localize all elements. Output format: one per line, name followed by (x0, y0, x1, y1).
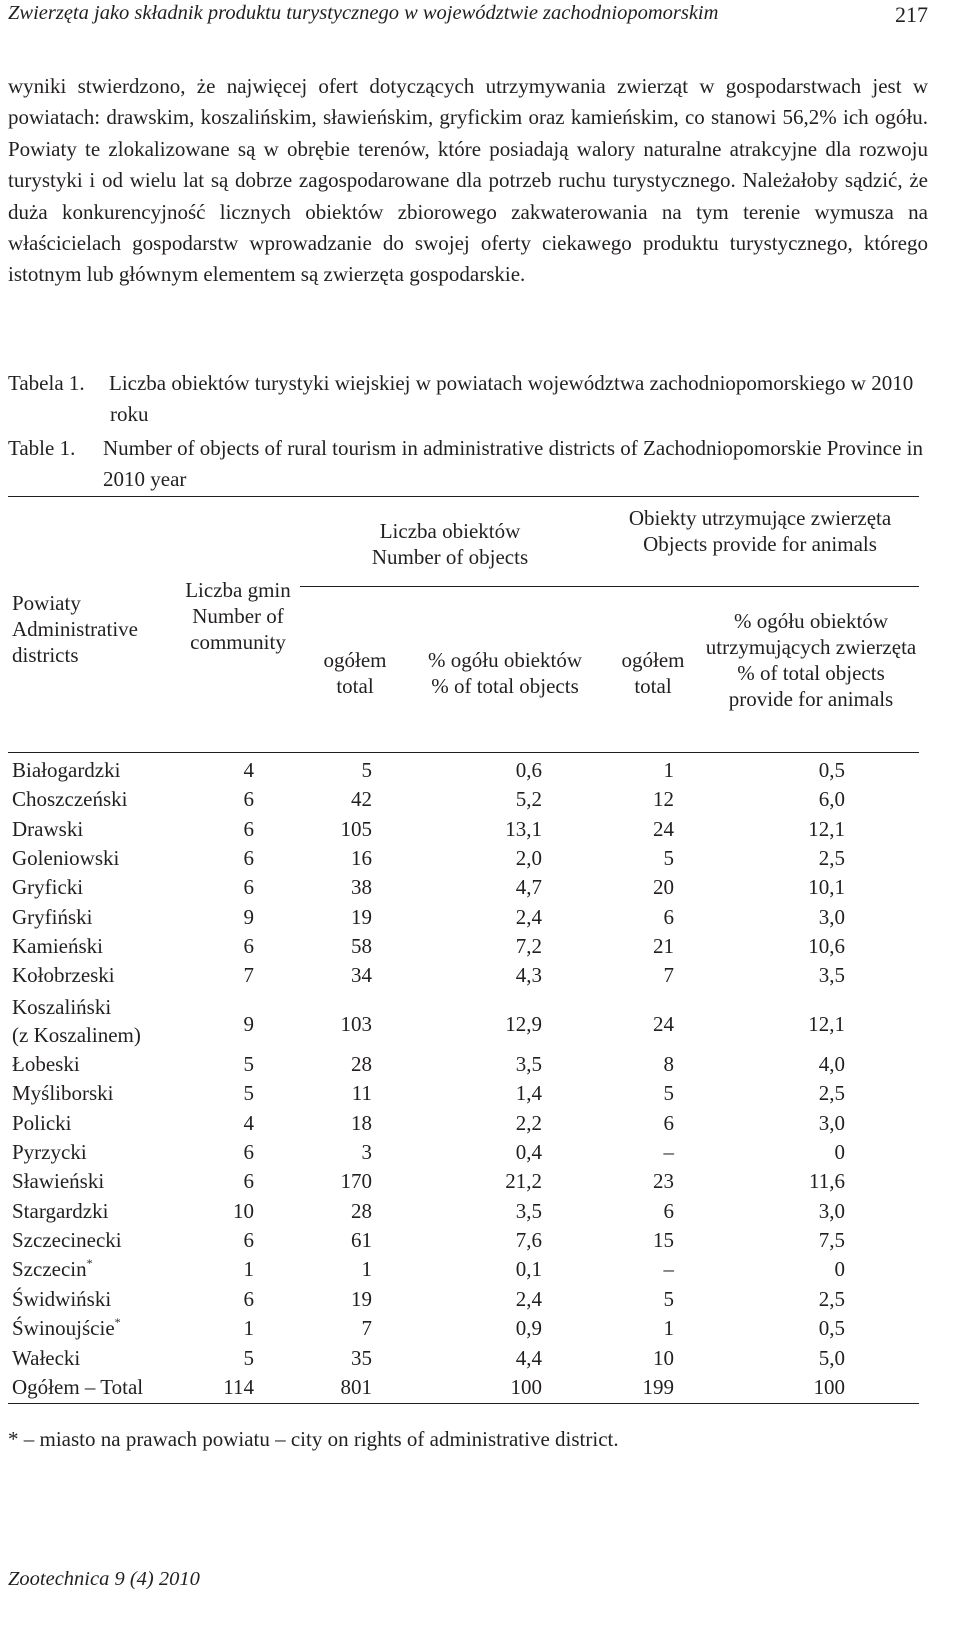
col-group-objects-en: Number of objects (371, 545, 529, 569)
cell-district (12, 1228, 122, 1252)
cell-objects: 61 (351, 1228, 372, 1253)
cell-gminy: 9 (243, 1012, 254, 1037)
table-row (0, 963, 960, 992)
table-subheader-rule (300, 586, 919, 587)
cell-gminy: 7 (243, 963, 254, 988)
cell-animals-pct: 2,5 (818, 1286, 845, 1311)
table-row (0, 1346, 960, 1375)
cell-gminy: 6 (243, 846, 254, 871)
cell-district (12, 1316, 121, 1340)
cell-animals-pct: 3,5 (818, 963, 845, 988)
cell-animals-pct: 11,6 (809, 1169, 845, 1194)
cell-animals-pct: 6,0 (818, 787, 845, 812)
cell-district-name: Goleniowski (12, 846, 120, 871)
cell-district (12, 1346, 80, 1370)
cell-gminy: 10 (233, 1198, 254, 1223)
cell-district-name: Gryfiński (12, 904, 93, 929)
cell-district-name: Wałecki (12, 1345, 81, 1370)
col-header-district (12, 590, 182, 668)
cell-animals-pct: 10,1 (808, 875, 845, 900)
cell-district (12, 905, 93, 929)
cell-animals: 5 (663, 1286, 674, 1311)
cell-objects: 3 (361, 1140, 372, 1165)
cell-gminy: 6 (243, 1140, 254, 1165)
col-header-animals-total-pl: ogółem (621, 648, 685, 672)
cell-district (12, 1111, 72, 1135)
cell-animals: 7 (663, 963, 674, 988)
cell-district-name: Szczecinecki (12, 1228, 122, 1253)
col-group-objects-pl: Liczba obiektów (379, 519, 521, 543)
cell-district (12, 934, 103, 958)
cell-gminy: 6 (243, 934, 254, 959)
cell-objects: 18 (351, 1110, 372, 1135)
table-top-rule (8, 496, 919, 497)
cell-district (12, 1375, 143, 1399)
cell-animals-pct: 10,6 (808, 934, 845, 959)
cell-district-name: Kołobrzeski (12, 963, 115, 988)
cell-objects: 28 (351, 1198, 372, 1223)
cell-objects: 58 (351, 934, 372, 959)
table-row (0, 787, 960, 816)
caption-label-pl: Tabela 1. (8, 371, 85, 395)
cell-pct: 5,2 (515, 787, 542, 812)
cell-animals: 5 (663, 846, 674, 871)
table-row (0, 1287, 960, 1316)
cell-pct: 12,9 (505, 1012, 542, 1037)
col-header-district-pl: Powiaty (12, 591, 81, 615)
cell-district (12, 758, 120, 782)
cell-pct: 2,0 (515, 846, 542, 871)
cell-pct: 0,1 (515, 1257, 542, 1282)
cell-objects: 1 (361, 1257, 372, 1282)
cell-pct: 1,4 (515, 1081, 542, 1106)
cell-district-name: Łobeski (12, 1052, 80, 1076)
cell-animals-pct: 2,5 (818, 846, 845, 871)
cell-district (12, 1052, 80, 1076)
cell-objects: 35 (351, 1345, 372, 1370)
cell-pct: 3,5 (515, 1052, 542, 1076)
cell-animals-pct: 2,5 (818, 1081, 845, 1106)
table-row (0, 1316, 960, 1345)
col-header-gminy-en: Number of community (190, 604, 286, 654)
cell-animals: 6 (663, 1110, 674, 1135)
table-row (0, 817, 960, 846)
table-row (0, 905, 960, 934)
table-header-rule (8, 752, 919, 753)
cell-animals: – (663, 1257, 674, 1282)
cell-objects: 19 (351, 1286, 372, 1311)
cell-animals-pct: 100 (813, 1374, 845, 1399)
cell-animals: 10 (653, 1345, 674, 1370)
col-group-animals-en: Objects provide for animals (643, 532, 877, 556)
table-row (0, 1111, 960, 1140)
journal-footer: Zootechnica 9 (4) 2010 (8, 1568, 200, 1590)
cell-district-name-line2: (z Koszalinem) (12, 1022, 141, 1047)
cell-gminy: 6 (243, 1169, 254, 1194)
caption-label-en: Table 1. (8, 436, 76, 460)
table-row (0, 846, 960, 875)
cell-district-name: Kamieński (12, 934, 103, 959)
col-header-animals-pct (705, 608, 917, 712)
cell-district-name: Świnoujście (12, 1316, 115, 1341)
cell-animals: 24 (653, 1012, 674, 1037)
cell-district (12, 1169, 104, 1193)
cell-animals: 5 (663, 1081, 674, 1106)
cell-animals: 6 (663, 904, 674, 929)
cell-pct: 3,5 (515, 1198, 542, 1223)
cell-gminy: 4 (243, 758, 254, 782)
cell-pct: 4,7 (515, 875, 542, 900)
cell-district-name: Szczecin (12, 1257, 87, 1282)
cell-animals-pct: 12,1 (808, 1012, 845, 1037)
cell-pct: 13,1 (505, 816, 542, 841)
cell-district (12, 875, 83, 899)
cell-animals-pct: 12,1 (808, 816, 845, 841)
cell-objects: 801 (340, 1374, 372, 1399)
cell-objects: 28 (351, 1052, 372, 1076)
col-header-gminy-pl: Liczba gmin (185, 578, 291, 602)
table-row (0, 758, 960, 787)
cell-district (12, 1140, 87, 1164)
cell-gminy: 6 (243, 1286, 254, 1311)
cell-animals: 23 (653, 1169, 674, 1194)
cell-animals-pct: 3,0 (818, 1198, 845, 1223)
cell-animals-pct: 0 (834, 1257, 845, 1282)
cell-pct: 100 (510, 1374, 542, 1399)
cell-gminy: 114 (223, 1374, 254, 1399)
table-row (0, 875, 960, 904)
col-header-pct-en: % of total objects (431, 674, 579, 698)
cell-district (12, 787, 127, 811)
cell-district (12, 1199, 108, 1223)
cell-gminy: 5 (243, 1052, 254, 1076)
cell-animals: 21 (653, 934, 674, 959)
cell-pct: 21,2 (505, 1169, 542, 1194)
cell-gminy: 5 (243, 1081, 254, 1106)
cell-objects: 103 (340, 1012, 372, 1037)
cell-animals-pct: 3,0 (818, 904, 845, 929)
caption-text-pl: Liczba obiektów turystyki wiejskiej w powiatach województwa zachodniopomorskiego w 2010 roku (109, 371, 914, 426)
cell-animals-pct: 0,5 (818, 758, 845, 782)
cell-pct: 2,4 (515, 904, 542, 929)
col-header-gminy (178, 577, 298, 655)
cell-district (12, 963, 115, 987)
cell-animals: 1 (663, 1316, 674, 1341)
col-group-animals (600, 505, 920, 557)
footnote-mark: * (86, 1256, 93, 1271)
cell-objects: 11 (351, 1081, 372, 1106)
col-header-total-en: total (336, 674, 374, 698)
table-row (0, 1169, 960, 1198)
cell-objects: 7 (361, 1316, 372, 1341)
cell-district (12, 1081, 114, 1105)
table-row (0, 1228, 960, 1257)
cell-objects: 19 (351, 904, 372, 929)
table-row (0, 1375, 960, 1404)
cell-animals: 8 (663, 1052, 674, 1076)
cell-pct: 4,3 (515, 963, 542, 988)
cell-gminy: 6 (243, 787, 254, 812)
cell-gminy: 6 (243, 1228, 254, 1253)
cell-district (12, 846, 119, 870)
col-header-district-en: Administrative districts (12, 617, 138, 667)
cell-gminy: 6 (243, 816, 254, 841)
cell-district-name: Policki (12, 1110, 72, 1135)
cell-pct: 0,6 (515, 758, 542, 782)
table-row (0, 1052, 960, 1081)
cell-district-name: Myśliborski (12, 1081, 114, 1106)
col-group-animals-pl: Obiekty utrzymujące zwierzęta (628, 506, 892, 530)
body-paragraph: wyniki stwierdzono, że najwięcej ofert dotyczących utrzymywania zwierząt w gospodarstwach jest w powiatach: drawskim, koszalińskim, sławieńskim, gryfickim oraz kamieńskim, co stanowi 56,2% ich ogółu. Powiaty te zlokalizowane są w obrębie terenów, które posiadają walory naturalne atrakcyjne dla rozwoju turystyki i od wielu lat są dobrze zagospodarowane dla potrzeb ruchu turystycznego. Należałoby sądzić, że duża konkurencyjność licznych obiektów zbiorowego zakwaterowania na tym terenie wymusza na właścicielach gospodarstw wprowadzanie do swojej oferty ciekawego produktu turystycznego, którego istotnym lub głównym elementem są zwierzęta gospodarskie. (8, 74, 928, 287)
cell-gminy: 6 (243, 875, 254, 900)
cell-animals-pct: 0,5 (818, 1316, 845, 1341)
cell-pct: 7,6 (515, 1228, 542, 1253)
table-row (0, 1081, 960, 1110)
cell-district-name: Pyrzycki (12, 1140, 87, 1165)
footnote-mark: * (114, 1315, 121, 1330)
cell-pct: 0,4 (515, 1140, 542, 1165)
running-header (8, 0, 928, 30)
col-header-animals-pct-pl: % ogółu obiektów utrzymujących zwierzęta (705, 609, 917, 659)
cell-animals-pct: 5,0 (818, 1345, 845, 1370)
cell-district-name: Stargardzki (12, 1198, 109, 1223)
page-number: 217 (895, 2, 928, 27)
table-row (0, 1140, 960, 1169)
table-row (0, 1199, 960, 1228)
cell-district-name: Ogółem – Total (12, 1374, 144, 1399)
cell-animals: 20 (653, 875, 674, 900)
table-caption-pl (8, 368, 928, 432)
col-header-total (306, 647, 404, 699)
cell-gminy: 9 (243, 904, 254, 929)
cell-gminy: 1 (243, 1257, 254, 1282)
table-row (0, 1257, 960, 1286)
cell-animals: 199 (642, 1374, 674, 1399)
cell-pct: 2,2 (515, 1110, 542, 1135)
cell-district-name: Świdwiński (12, 1286, 112, 1311)
col-header-animals-total (603, 647, 703, 699)
cell-objects: 5 (361, 758, 372, 782)
cell-objects: 105 (340, 816, 372, 841)
cell-animals: 6 (663, 1198, 674, 1223)
table-row (0, 934, 960, 963)
cell-objects: 170 (340, 1169, 372, 1194)
cell-district (12, 817, 83, 841)
cell-animals: – (663, 1140, 674, 1165)
col-header-pct-pl: % ogółu obiektów (428, 648, 582, 672)
table-row (0, 993, 960, 1052)
cell-animals-pct: 4,0 (818, 1052, 845, 1076)
table-caption-en (8, 433, 928, 497)
cell-district-name: Koszaliński (12, 994, 112, 1019)
cell-animals: 12 (653, 787, 674, 812)
cell-district-name: Gryficki (12, 875, 84, 900)
col-header-animals-total-en: total (634, 674, 672, 698)
col-header-total-pl: ogółem (323, 648, 387, 672)
cell-district (12, 1257, 93, 1281)
cell-district (12, 1287, 111, 1311)
cell-district-name: Białogardzki (12, 758, 121, 782)
cell-gminy: 1 (243, 1316, 254, 1341)
cell-pct: 2,4 (515, 1286, 542, 1311)
cell-gminy: 5 (243, 1345, 254, 1370)
cell-district (12, 993, 141, 1049)
caption-text-en: Number of objects of rural tourism in administrative districts of Zachodniopomorskie Province in 2010 year (103, 436, 923, 491)
cell-animals: 15 (653, 1228, 674, 1253)
running-title: Zwierzęta jako składnik produktu turystycznego w województwie zachodniopomorskim (8, 2, 719, 24)
cell-animals-pct: 0 (834, 1140, 845, 1165)
cell-gminy: 4 (243, 1110, 254, 1135)
cell-district-name: Sławieński (12, 1169, 105, 1194)
cell-objects: 16 (351, 846, 372, 871)
cell-pct: 0,9 (515, 1316, 542, 1341)
cell-district-name: Drawski (12, 816, 84, 841)
cell-pct: 7,2 (515, 934, 542, 959)
cell-animals: 1 (663, 758, 674, 782)
cell-animals-pct: 3,0 (818, 1110, 845, 1135)
cell-animals: 24 (653, 816, 674, 841)
cell-pct: 4,4 (515, 1345, 542, 1370)
col-header-animals-pct-en: % of total objects provide for animals (728, 661, 894, 711)
cell-objects: 34 (351, 963, 372, 988)
cell-district-name: Choszczeński (12, 787, 128, 812)
col-header-pct (400, 647, 610, 699)
cell-animals-pct: 7,5 (818, 1228, 845, 1253)
footnote: * – miasto na prawach powiatu – city on rights of administrative district. (8, 1427, 619, 1451)
cell-objects: 42 (351, 787, 372, 812)
cell-objects: 38 (351, 875, 372, 900)
col-group-objects (310, 518, 590, 570)
